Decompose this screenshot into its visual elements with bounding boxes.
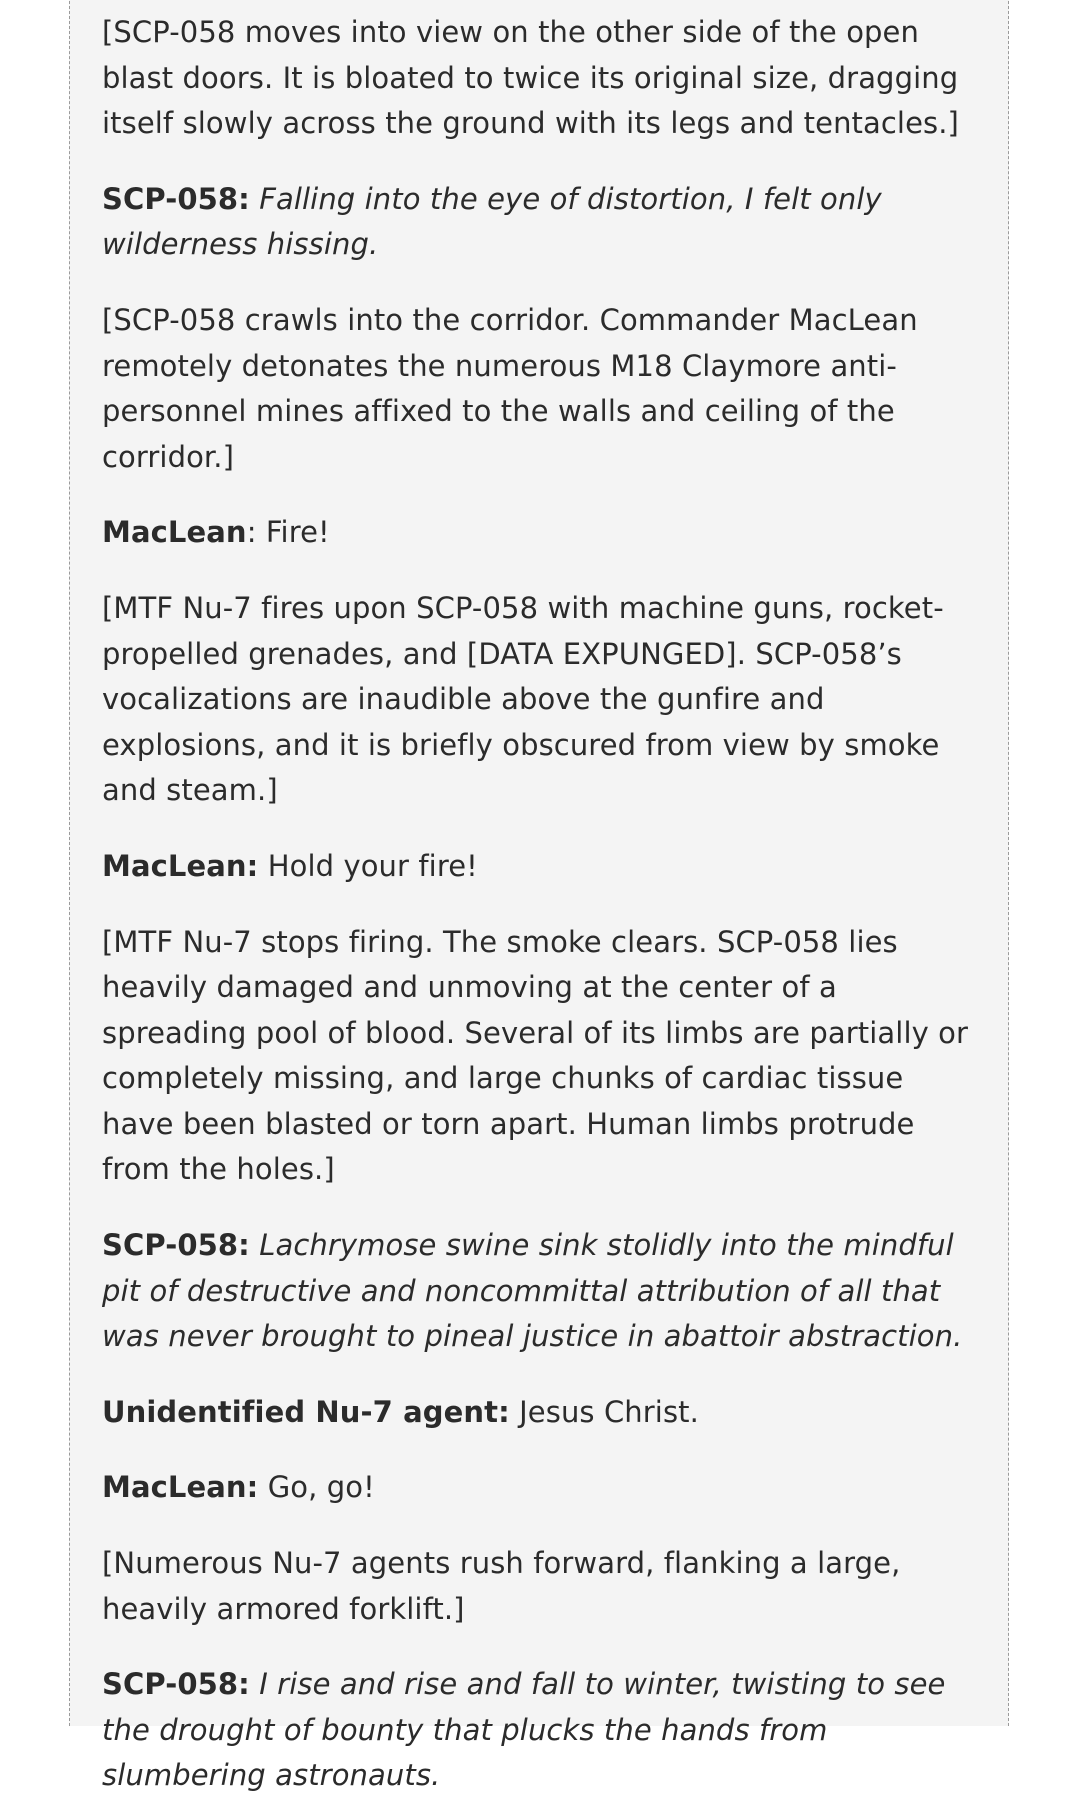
dialogue-text: I rise and rise and fall to winter, twisting to see the drought of bounty that plucks the hands from slumbering astronauts.	[102, 1667, 946, 1793]
dialogue-paragraph	[102, 510, 978, 556]
action-paragraph: [MTF Nu-7 stops firing. The smoke clears. SCP-058 lies heavily damaged and unmoving at the center of a spreading pool of blood. Several of its limbs are partially or completely missing, and large chunks of cardiac tissue have been blasted or torn apart. Human limbs protrude from the holes.]	[102, 924, 969, 1187]
dialogue-text: Lachrymose swine sink stolidly into the mindful pit of destructive and noncommittal attribution of all that was never brought to pineal justice in abattoir abstraction.	[102, 1228, 963, 1354]
dialogue-text: : Fire!	[246, 515, 330, 550]
dialogue-paragraph	[102, 177, 978, 268]
collapsible-block-content	[69, 0, 1009, 1793]
speaker-label: MacLean	[102, 515, 247, 550]
dialogue-text: Jesus Christ.	[509, 1394, 699, 1429]
action-paragraph: [Numerous Nu-7 agents rush forward, flanking a large, heavily armored forklift.]	[102, 1546, 901, 1626]
dialogue-paragraph	[102, 1662, 978, 1799]
speaker-label: SCP-058:	[102, 1228, 250, 1263]
action-paragraph: [SCP-058 moves into view on the other side of the open blast doors. It is bloated to twice its original size, dragging itself slowly across the ground with its legs and tentacles.]	[102, 15, 959, 141]
speaker-label: MacLean:	[102, 848, 259, 883]
speaker-label: MacLean:	[102, 1470, 259, 1505]
dialogue-paragraph	[102, 1223, 978, 1360]
speaker-label: Unidentified Nu-7 agent:	[102, 1394, 510, 1429]
action-paragraph: [MTF Nu-7 fires upon SCP-058 with machine guns, rocket-propelled grenades, and [DATA EXPUNGED]. SCP-058’s vocalizations are inaudible above the gunfire and explosions, and it is briefly obscured from view by smoke and steam.]	[102, 590, 944, 808]
interview-transcript	[102, 0, 978, 1799]
dialogue-text: Go, go!	[258, 1470, 375, 1505]
speaker-label: SCP-058:	[102, 181, 250, 216]
dialogue-paragraph	[102, 844, 978, 890]
dialogue-text: Falling into the eye of distortion, I felt only wilderness hissing.	[102, 181, 882, 262]
dialogue-paragraph	[102, 1465, 978, 1511]
dialogue-paragraph	[102, 1390, 978, 1436]
action-paragraph: [SCP-058 crawls into the corridor. Commander MacLean remotely detonates the numerous M18 Claymore anti-personnel mines affixed to the walls and ceiling of the corridor.]	[102, 302, 918, 474]
dialogue-text: Hold your fire!	[258, 848, 478, 883]
speaker-label: SCP-058:	[102, 1667, 250, 1702]
